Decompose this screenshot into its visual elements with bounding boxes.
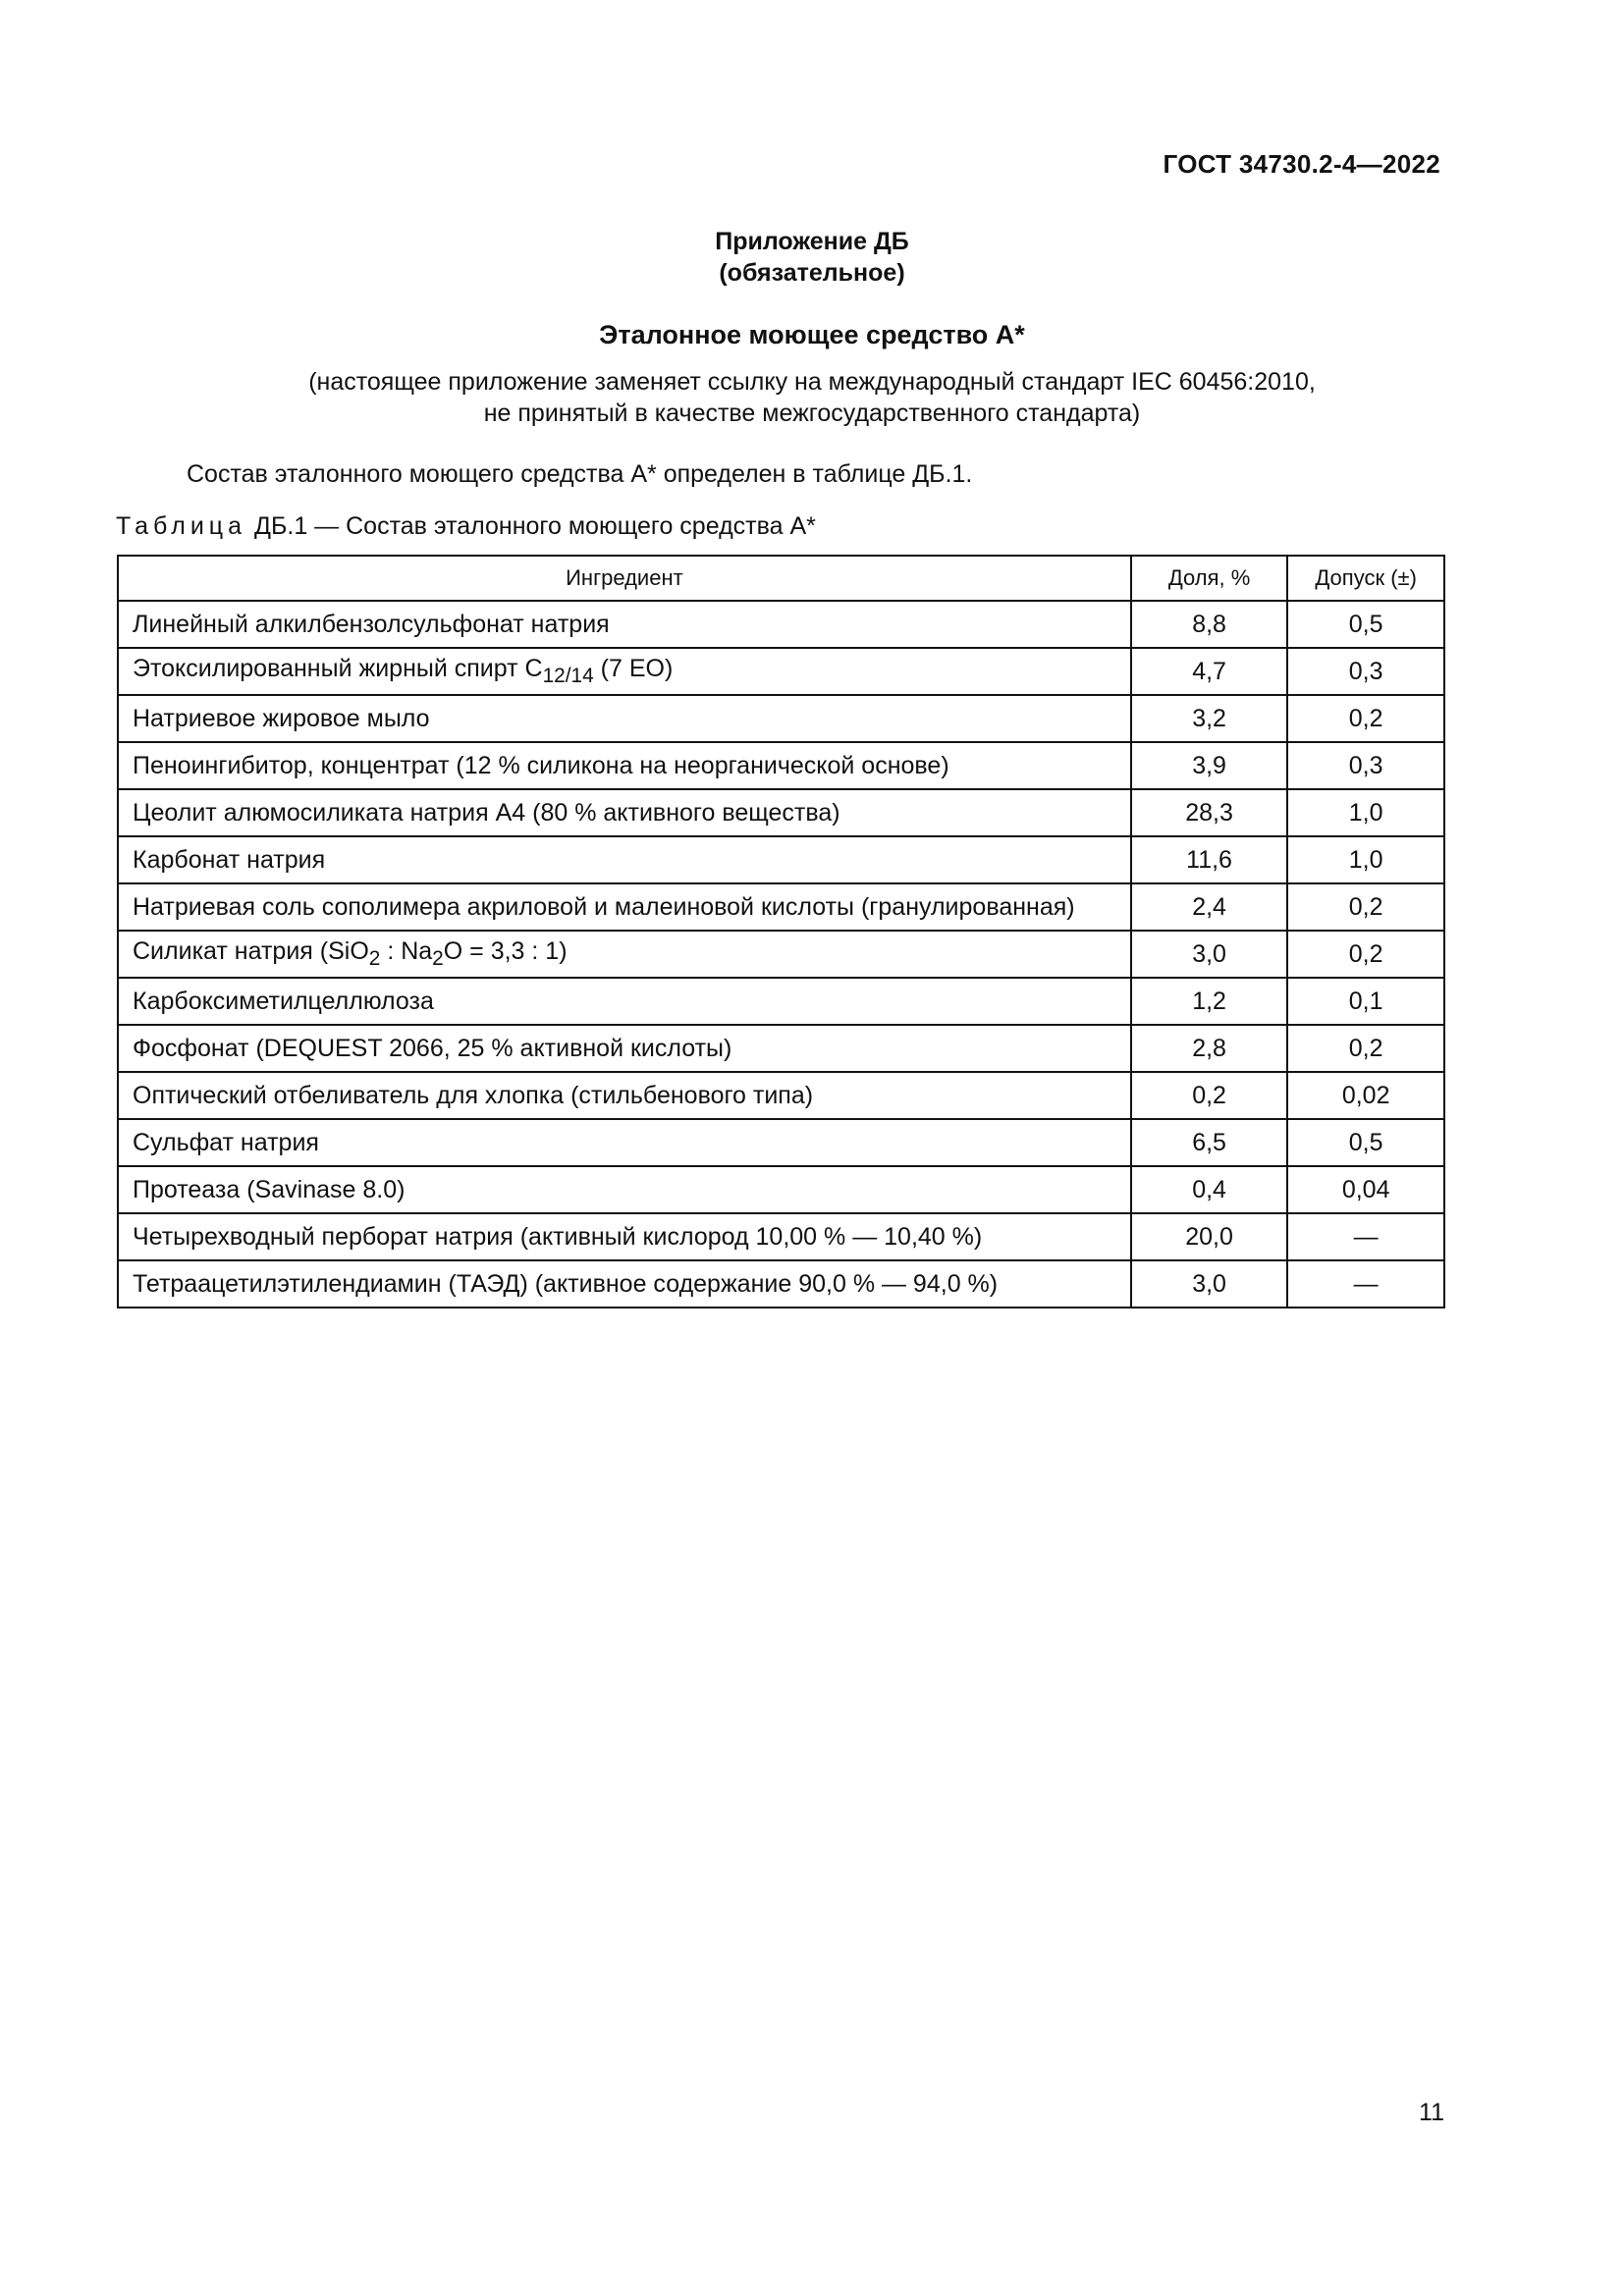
- table-caption: [116, 512, 816, 541]
- tolerance-cell: 0,2: [1287, 883, 1444, 931]
- ingredient-cell: Линейный алкилбензолсульфонат натрия: [118, 601, 1131, 648]
- annex-heading: [0, 226, 1624, 289]
- table-row: [118, 978, 1444, 1025]
- ingredient-subscript: 12/14: [542, 665, 594, 687]
- table-row: [118, 1025, 1444, 1072]
- ingredient-middle: : Na: [380, 937, 433, 965]
- header-tolerance: Допуск (±): [1287, 556, 1444, 601]
- share-cell: 3,2: [1131, 695, 1288, 742]
- share-cell: 0,4: [1131, 1166, 1288, 1213]
- tolerance-cell: 0,2: [1287, 695, 1444, 742]
- ingredient-cell: [118, 648, 1131, 695]
- share-cell: 28,3: [1131, 789, 1288, 836]
- ingredient-cell: Оптический отбеливатель для хлопка (стильбенового типа): [118, 1072, 1131, 1119]
- ingredient-text: Этоксилированный жирный спирт C: [133, 655, 543, 682]
- share-cell: 8,8: [1131, 601, 1288, 648]
- header-ingredient: Ингредиент: [118, 556, 1131, 601]
- tolerance-cell: 1,0: [1287, 789, 1444, 836]
- ingredient-text: Силикат натрия (SiO: [133, 937, 369, 965]
- share-cell: 2,8: [1131, 1025, 1288, 1072]
- tolerance-cell: 1,0: [1287, 836, 1444, 883]
- share-cell: 20,0: [1131, 1213, 1288, 1260]
- table-row: [118, 1260, 1444, 1308]
- table-row: [118, 836, 1444, 883]
- document-code: ГОСТ 34730.2-4—2022: [1163, 149, 1440, 179]
- table-row: [118, 1166, 1444, 1213]
- intro-paragraph: Состав эталонного моющего средства A* определен в таблице ДБ.1.: [187, 460, 973, 488]
- ingredient-cell: Карбонат натрия: [118, 836, 1131, 883]
- ingredient-cell: Натриевое жировое мыло: [118, 695, 1131, 742]
- annex-note-line-2: не принятый в качестве межгосударственного стандарта): [483, 400, 1141, 427]
- tolerance-cell: 0,02: [1287, 1072, 1444, 1119]
- tolerance-cell: —: [1287, 1260, 1444, 1308]
- ingredient-cell: Протеаза (Savinase 8.0): [118, 1166, 1131, 1213]
- header-share: Доля, %: [1131, 556, 1288, 601]
- table-row: [118, 1213, 1444, 1260]
- ingredient-cell: Четырехводный перборат натрия (активный кислород 10,00 % — 10,40 %): [118, 1213, 1131, 1260]
- table-row: [118, 883, 1444, 931]
- table-header-row: [118, 556, 1444, 601]
- tolerance-cell: 0,3: [1287, 742, 1444, 789]
- ingredient-cell: Пеноингибитор, концентрат (12 % силикона на неорганической основе): [118, 742, 1131, 789]
- table-row: [118, 1119, 1444, 1166]
- share-cell: 0,2: [1131, 1072, 1288, 1119]
- share-cell: 4,7: [1131, 648, 1288, 695]
- ingredient-cell: [118, 931, 1131, 978]
- share-cell: 11,6: [1131, 836, 1288, 883]
- tolerance-cell: 0,1: [1287, 978, 1444, 1025]
- ingredient-cell: Цеолит алюмосиликата натрия A4 (80 % активного вещества): [118, 789, 1131, 836]
- table-row: [118, 648, 1444, 695]
- page-number: 11: [1419, 2099, 1444, 2126]
- table-row: [118, 695, 1444, 742]
- table-row: [118, 789, 1444, 836]
- tolerance-cell: 0,3: [1287, 648, 1444, 695]
- tolerance-cell: 0,2: [1287, 1025, 1444, 1072]
- table-row: [118, 601, 1444, 648]
- ingredient-cell: Натриевая соль сополимера акриловой и малеиновой кислоты (гранулированная): [118, 883, 1131, 931]
- ingredient-cell: Карбоксиметилцеллюлоза: [118, 978, 1131, 1025]
- tolerance-cell: 0,04: [1287, 1166, 1444, 1213]
- share-cell: 6,5: [1131, 1119, 1288, 1166]
- share-cell: 1,2: [1131, 978, 1288, 1025]
- ingredient-tail: O = 3,3 : 1): [443, 937, 568, 965]
- tolerance-cell: 0,5: [1287, 1119, 1444, 1166]
- ingredient-tail: (7 EO): [593, 655, 674, 682]
- ingredient-subscript-2: 2: [432, 947, 444, 970]
- table-caption-text: ДБ.1 — Состав эталонного моющего средства A*: [254, 512, 816, 540]
- annex-status: (обязательное): [719, 259, 905, 287]
- ingredient-cell: Сульфат натрия: [118, 1119, 1131, 1166]
- tolerance-cell: 0,5: [1287, 601, 1444, 648]
- table-caption-word: Таблица: [116, 512, 247, 540]
- composition-table: [117, 555, 1445, 1308]
- table-row: [118, 931, 1444, 978]
- share-cell: 3,0: [1131, 931, 1288, 978]
- ingredient-cell: Фосфонат (DEQUEST 2066, 25 % активной кислоты): [118, 1025, 1131, 1072]
- annex-note: [0, 366, 1624, 429]
- annex-title: Эталонное моющее средство A*: [599, 320, 1025, 349]
- tolerance-cell: 0,2: [1287, 931, 1444, 978]
- share-cell: 3,9: [1131, 742, 1288, 789]
- table-row: [118, 742, 1444, 789]
- share-cell: 3,0: [1131, 1260, 1288, 1308]
- ingredient-cell: Тетраацетилэтилендиамин (ТАЭД) (активное содержание 90,0 % — 94,0 %): [118, 1260, 1131, 1308]
- table-row: [118, 1072, 1444, 1119]
- share-cell: 2,4: [1131, 883, 1288, 931]
- tolerance-cell: —: [1287, 1213, 1444, 1260]
- annex-note-line-1: (настоящее приложение заменяет ссылку на международный стандарт IEC 60456:2010,: [308, 368, 1316, 396]
- annex-label: Приложение ДБ: [715, 228, 909, 255]
- ingredient-subscript: 2: [368, 947, 381, 970]
